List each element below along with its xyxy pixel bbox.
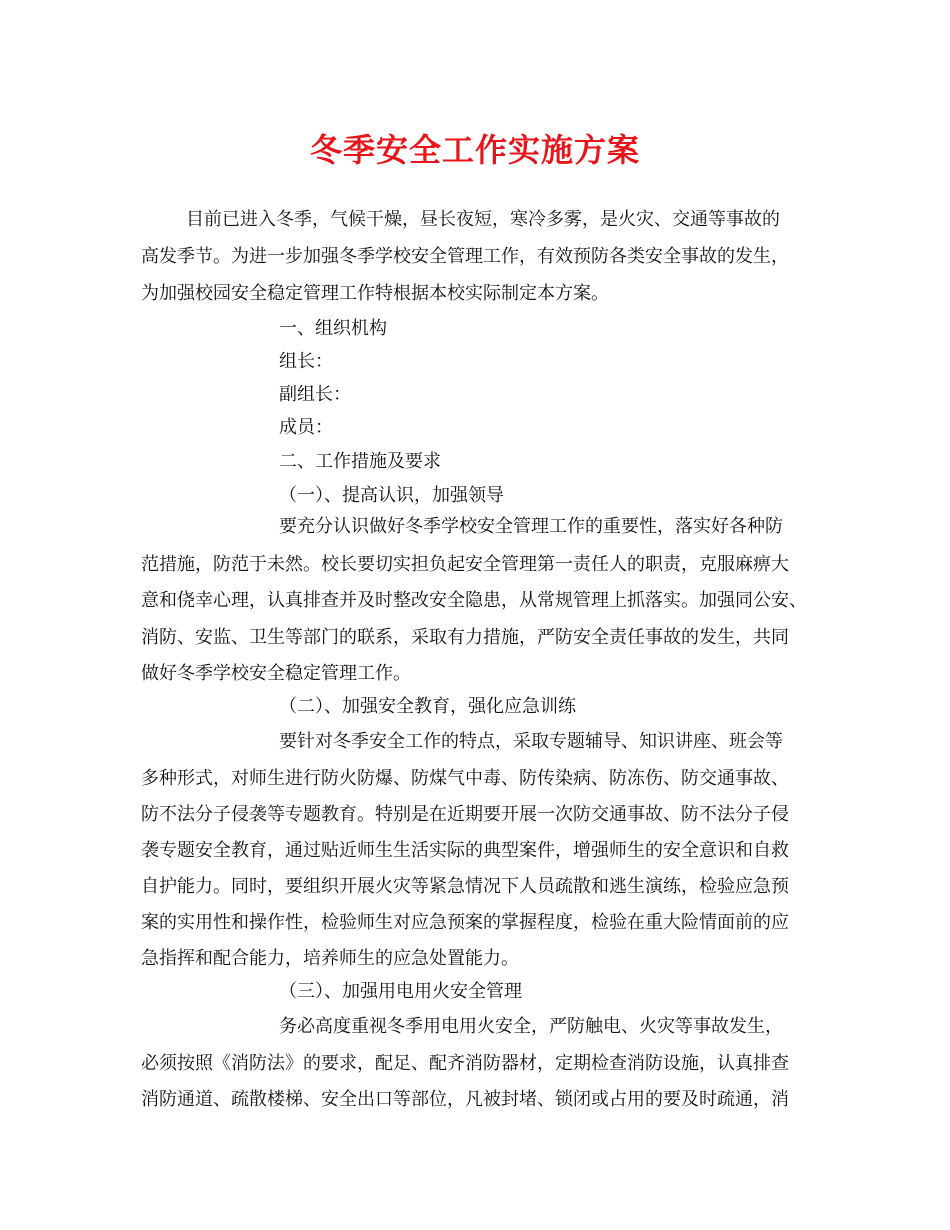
paragraph-line: 消防、安监、卫生等部门的联系，采取有力措施，严防安全责任事故的发生，共同 (141, 627, 789, 648)
org-deputy-label: 副组长： (279, 384, 351, 405)
paragraph-line: 意和侥幸心理，认真排查并及时整改安全隐患，从常规管理上抓落实。加强同公安、 (141, 590, 807, 611)
paragraph-line: 多种形式，对师生进行防火防爆、防煤气中毒、防传染病、防冻伤、防交通事故、 (141, 768, 789, 789)
paragraph-line: 防不法分子侵袭等专题教育。特别是在近期要开展一次防交通事故、防不法分子侵 (141, 804, 789, 825)
paragraph-line: 做好冬季学校安全稳定管理工作。 (141, 663, 411, 684)
subsection-heading: （二）、加强安全教育，强化应急训练 (279, 696, 576, 717)
document-title: 冬季安全工作实施方案 (309, 131, 640, 169)
subsection-heading: （三）、加强用电用火安全管理 (279, 981, 522, 1002)
paragraph-line: 要针对冬季安全工作的特点，采取专题辅导、知识讲座、班会等 (279, 731, 783, 752)
intro-line: 高发季节。为进一步加强冬季学校安全管理工作，有效预防各类安全事故的发生， (141, 246, 789, 267)
org-leader-label: 组长： (279, 351, 333, 372)
subsection-heading: （一）、提高认识，加强领导 (279, 485, 504, 506)
paragraph-line: 必须按照《消防法》的要求，配足、配齐消防器材，定期检查消防设施，认真排查 (141, 1053, 789, 1074)
paragraph-line: 消防通道、疏散楼梯、安全出口等部位，凡被封堵、锁闭或占用的要及时疏通，消 (141, 1089, 789, 1110)
intro-line: 目前已进入冬季，气候干燥，昼长夜短，寒冷多雾，是火灾、交通等事故的 (186, 209, 780, 230)
paragraph-line: 要充分认识做好冬季学校安全管理工作的重要性，落实好各种防 (279, 516, 783, 537)
paragraph-line: 务必高度重视冬季用电用火安全，严防触电、火灾等事故发生， (279, 1016, 783, 1037)
paragraph-line: 范措施，防范于未然。校长要切实担负起安全管理第一责任人的职责，克服麻痹大 (141, 554, 789, 575)
paragraph-line: 袭专题安全教育，通过贴近师生生活实际的典型案件，增强师生的安全意识和自救 (141, 840, 789, 861)
paragraph-line: 急指挥和配合能力，培养师生的应急处置能力。 (141, 948, 519, 969)
paragraph-line: 案的实用性和操作性，检验师生对应急预案的掌握程度，检验在重大险情面前的应 (141, 912, 789, 933)
section-heading: 二、工作措施及要求 (279, 451, 441, 472)
org-members-label: 成员： (279, 417, 333, 438)
intro-line: 为加强校园安全稳定管理工作特根据本校实际制定本方案。 (141, 283, 609, 304)
section-heading: 一、组织机构 (279, 318, 387, 339)
paragraph-line: 自护能力。同时，要组织开展火灾等紧急情况下人员疏散和逃生演练，检验应急预 (141, 876, 789, 897)
